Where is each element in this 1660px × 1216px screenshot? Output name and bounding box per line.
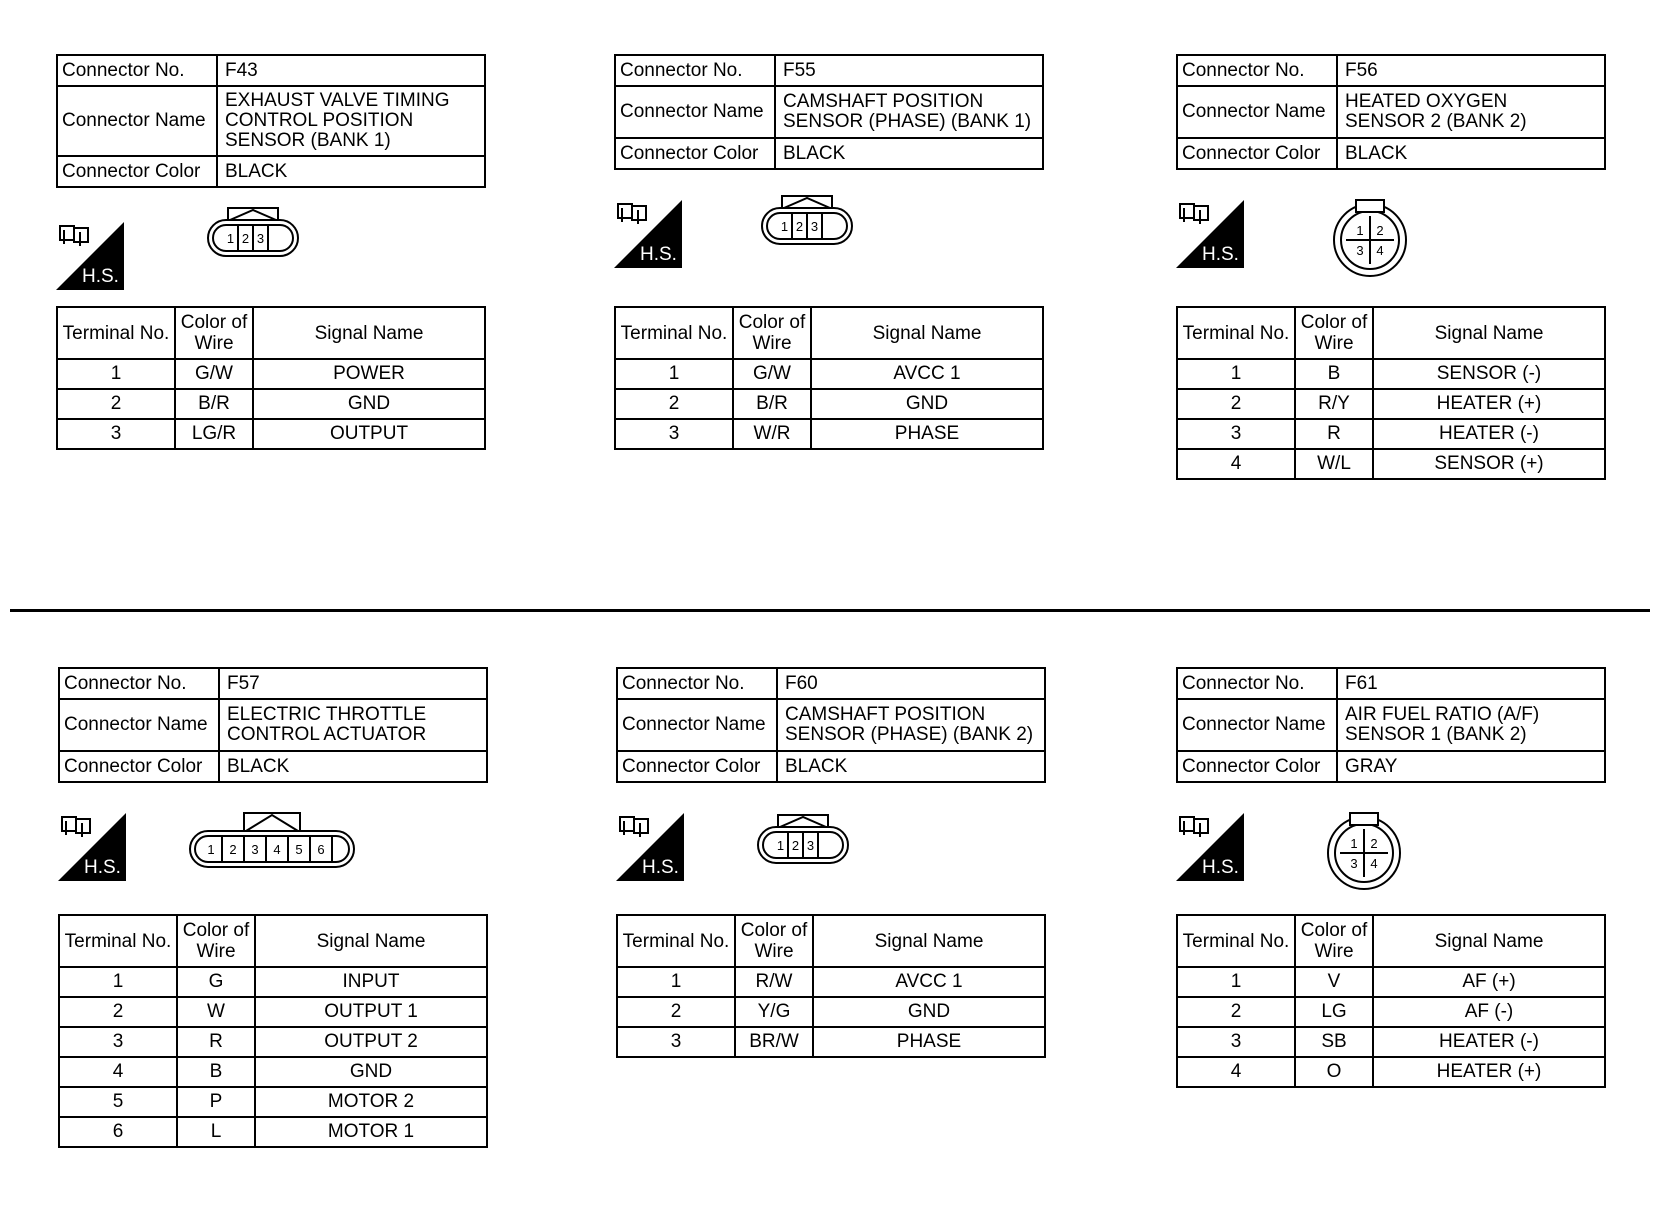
signal-name-cell: INPUT (255, 967, 487, 997)
signal-name-cell: PHASE (811, 419, 1043, 449)
connector-no-label: Connector No. (57, 55, 217, 86)
connector-name-label: Connector Name (1177, 86, 1337, 138)
table-row (615, 389, 1043, 419)
connector-color-label: Connector Color (1177, 751, 1337, 782)
connector-no-label: Connector No. (1177, 55, 1337, 86)
wire-color-cell: W (177, 997, 255, 1027)
connector-info-table (614, 54, 1044, 170)
wire-color-cell: W/R (733, 419, 811, 449)
wire-color-cell: G/W (733, 359, 811, 389)
signal-name-cell: HEATER (+) (1373, 389, 1605, 419)
connector-color-value: GRAY (1337, 751, 1605, 782)
connector-info-table (58, 667, 488, 783)
connector-face-3pin (756, 813, 856, 869)
harness-side-icon (1176, 813, 1244, 881)
terminal-no-cell: 2 (59, 997, 177, 1027)
connector-no-value: F61 (1337, 668, 1605, 699)
table-row (617, 1027, 1045, 1057)
signal-name-header: Signal Name (1373, 307, 1605, 359)
terminal-no-cell: 2 (617, 997, 735, 1027)
terminal-no-cell: 2 (1177, 389, 1295, 419)
section-divider (10, 609, 1650, 612)
connector-block-f55 (614, 54, 1044, 444)
pin-label: 2 (229, 842, 237, 857)
connector-no-value: F57 (219, 668, 487, 699)
pin-label: 3 (1350, 856, 1358, 871)
connector-name-label: Connector Name (1177, 699, 1337, 751)
signal-name-cell: OUTPUT 1 (255, 997, 487, 1027)
pin-label: 2 (795, 219, 804, 234)
connector-info-table (56, 54, 486, 188)
table-row (59, 1057, 487, 1087)
signal-name-header: Signal Name (1373, 915, 1605, 967)
signal-name-cell: AVCC 1 (811, 359, 1043, 389)
terminal-no-cell: 1 (1177, 359, 1295, 389)
harness-side-icon (1176, 200, 1244, 268)
terminal-no-cell: 1 (1177, 967, 1295, 997)
hs-label: H.S. (640, 244, 677, 265)
terminal-no-header: Terminal No. (59, 915, 177, 967)
terminal-table (1176, 914, 1606, 1088)
connector-info-table (1176, 667, 1606, 783)
connector-name-value: AIR FUEL RATIO (A/F) SENSOR 1 (BANK 2) (1337, 699, 1605, 751)
connector-block-f61 (1176, 667, 1606, 1082)
pin-label: 4 (273, 842, 281, 857)
terminal-no-cell: 1 (617, 967, 735, 997)
hs-label: H.S. (82, 266, 119, 287)
wire-color-cell: LG/R (175, 419, 253, 449)
table-row (1177, 419, 1605, 449)
terminal-no-cell: 5 (59, 1087, 177, 1117)
wire-color-cell: P (177, 1087, 255, 1117)
pin-label: 4 (1376, 243, 1384, 258)
connector-name-value: EXHAUST VALVE TIMING CONTROL POSITION SENSOR (BANK 1) (217, 86, 485, 156)
table-row (59, 997, 487, 1027)
connector-no-label: Connector No. (59, 668, 219, 699)
connector-name-label: Connector Name (57, 86, 217, 156)
hs-label: H.S. (1202, 244, 1239, 265)
table-row (59, 1087, 487, 1117)
terminal-no-cell: 4 (1177, 1057, 1295, 1087)
connector-name-label: Connector Name (59, 699, 219, 751)
wire-color-cell: G (177, 967, 255, 997)
signal-name-cell: AF (-) (1373, 997, 1605, 1027)
signal-name-cell: OUTPUT 2 (255, 1027, 487, 1057)
signal-name-cell: GND (253, 389, 485, 419)
pin-label: 5 (295, 842, 303, 857)
connector-info-table (1176, 54, 1606, 170)
terminal-table (614, 306, 1044, 450)
connector-color-label: Connector Color (617, 751, 777, 782)
hs-label: H.S. (642, 857, 679, 878)
connector-color-value: BLACK (219, 751, 487, 782)
pin-label: 2 (791, 838, 800, 853)
connector-no-value: F43 (217, 55, 485, 86)
signal-name-cell: GND (813, 997, 1045, 1027)
wire-color-cell: LG (1295, 997, 1373, 1027)
connector-face-6pin (188, 811, 358, 873)
harness-side-icon (58, 813, 126, 881)
terminal-no-cell: 4 (59, 1057, 177, 1087)
signal-name-header: Signal Name (813, 915, 1045, 967)
color-of-wire-header: Color of Wire (1295, 915, 1373, 967)
pin-label: 3 (256, 231, 265, 246)
wire-color-cell: V (1295, 967, 1373, 997)
pin-label: 1 (1350, 836, 1358, 851)
connector-no-label: Connector No. (1177, 668, 1337, 699)
signal-name-cell: SENSOR (+) (1373, 449, 1605, 479)
terminal-no-header: Terminal No. (1177, 307, 1295, 359)
connector-name-label: Connector Name (615, 86, 775, 138)
connector-name-value: ELECTRIC THROTTLE CONTROL ACTUATOR (219, 699, 487, 751)
pin-label: 3 (810, 219, 819, 234)
pin-label: 1 (207, 842, 215, 857)
table-row (57, 419, 485, 449)
pin-label: 1 (780, 219, 789, 234)
table-row (57, 359, 485, 389)
terminal-table (1176, 306, 1606, 480)
wire-color-cell: SB (1295, 1027, 1373, 1057)
wire-color-cell: B (1295, 359, 1373, 389)
table-row (59, 1027, 487, 1057)
connector-face-3pin (760, 194, 860, 250)
table-row (615, 359, 1043, 389)
terminal-no-cell: 6 (59, 1117, 177, 1147)
terminal-no-header: Terminal No. (57, 307, 175, 359)
signal-name-cell: GND (255, 1057, 487, 1087)
table-row (1177, 1027, 1605, 1057)
harness-side-icon (616, 813, 684, 881)
connector-color-label: Connector Color (59, 751, 219, 782)
pin-label: 1 (226, 231, 235, 246)
terminal-no-header: Terminal No. (617, 915, 735, 967)
signal-name-cell: POWER (253, 359, 485, 389)
table-row (1177, 967, 1605, 997)
table-row (1177, 1057, 1605, 1087)
signal-name-cell: HEATER (+) (1373, 1057, 1605, 1087)
signal-name-cell: GND (811, 389, 1043, 419)
connector-no-value: F56 (1337, 55, 1605, 86)
connector-block-f57 (58, 667, 488, 1142)
terminal-no-cell: 2 (615, 389, 733, 419)
signal-name-cell: SENSOR (-) (1373, 359, 1605, 389)
pin-label: 1 (1356, 223, 1364, 238)
connector-face-4pin-round (1330, 198, 1410, 278)
pin-label: 2 (241, 231, 250, 246)
table-row (59, 967, 487, 997)
terminal-no-cell: 2 (1177, 997, 1295, 1027)
terminal-no-cell: 4 (1177, 449, 1295, 479)
signal-name-cell: HEATER (-) (1373, 1027, 1605, 1057)
table-row (617, 967, 1045, 997)
connector-color-value: BLACK (775, 138, 1043, 169)
terminal-no-cell: 2 (57, 389, 175, 419)
signal-name-cell: HEATER (-) (1373, 419, 1605, 449)
terminal-no-cell: 3 (59, 1027, 177, 1057)
color-of-wire-header: Color of Wire (733, 307, 811, 359)
terminal-no-header: Terminal No. (1177, 915, 1295, 967)
connector-color-label: Connector Color (615, 138, 775, 169)
color-of-wire-header: Color of Wire (175, 307, 253, 359)
pin-label: 2 (1376, 223, 1384, 238)
terminal-no-header: Terminal No. (615, 307, 733, 359)
connector-color-value: BLACK (217, 156, 485, 187)
connector-color-label: Connector Color (1177, 138, 1337, 169)
table-row (57, 389, 485, 419)
connector-color-value: BLACK (1337, 138, 1605, 169)
table-row (617, 997, 1045, 1027)
signal-name-cell: MOTOR 1 (255, 1117, 487, 1147)
connector-no-label: Connector No. (617, 668, 777, 699)
connector-name-value: CAMSHAFT POSITION SENSOR (PHASE) (BANK 2) (777, 699, 1045, 751)
signal-name-cell: AF (+) (1373, 967, 1605, 997)
connector-name-value: CAMSHAFT POSITION SENSOR (PHASE) (BANK 1) (775, 86, 1043, 138)
terminal-table (56, 306, 486, 450)
harness-side-icon (56, 222, 124, 290)
wire-color-cell: O (1295, 1057, 1373, 1087)
signal-name-header: Signal Name (253, 307, 485, 359)
wire-color-cell: B (177, 1057, 255, 1087)
pin-label: 4 (1370, 856, 1378, 871)
terminal-table (616, 914, 1046, 1058)
pin-label: 6 (317, 842, 325, 857)
connector-name-label: Connector Name (617, 699, 777, 751)
pin-label: 3 (1356, 243, 1364, 258)
harness-side-icon (614, 200, 682, 268)
pin-label: 3 (251, 842, 259, 857)
terminal-no-cell: 3 (1177, 1027, 1295, 1057)
signal-name-cell: MOTOR 2 (255, 1087, 487, 1117)
wire-color-cell: Y/G (735, 997, 813, 1027)
connector-no-value: F60 (777, 668, 1045, 699)
table-row (1177, 449, 1605, 479)
pin-label: 3 (806, 838, 815, 853)
wire-color-cell: B/R (733, 389, 811, 419)
connector-color-value: BLACK (777, 751, 1045, 782)
wire-color-cell: R (177, 1027, 255, 1057)
terminal-no-cell: 3 (617, 1027, 735, 1057)
connector-name-value: HEATED OXYGEN SENSOR 2 (BANK 2) (1337, 86, 1605, 138)
wire-color-cell: R/W (735, 967, 813, 997)
signal-name-cell: PHASE (813, 1027, 1045, 1057)
color-of-wire-header: Color of Wire (1295, 307, 1373, 359)
terminal-table (58, 914, 488, 1148)
wire-color-cell: R (1295, 419, 1373, 449)
terminal-no-cell: 3 (57, 419, 175, 449)
connector-block-f60 (616, 667, 1046, 1052)
signal-name-header: Signal Name (811, 307, 1043, 359)
connector-face-4pin-round (1324, 811, 1404, 891)
connector-color-label: Connector Color (57, 156, 217, 187)
connector-no-label: Connector No. (615, 55, 775, 86)
table-row (1177, 997, 1605, 1027)
signal-name-cell: OUTPUT (253, 419, 485, 449)
connector-no-value: F55 (775, 55, 1043, 86)
wire-color-cell: W/L (1295, 449, 1373, 479)
wire-color-cell: B/R (175, 389, 253, 419)
pin-label: 2 (1370, 836, 1378, 851)
wire-color-cell: L (177, 1117, 255, 1147)
color-of-wire-header: Color of Wire (177, 915, 255, 967)
signal-name-header: Signal Name (255, 915, 487, 967)
connector-block-f56 (1176, 54, 1606, 474)
table-row (59, 1117, 487, 1147)
wire-color-cell: G/W (175, 359, 253, 389)
connector-info-table (616, 667, 1046, 783)
terminal-no-cell: 1 (57, 359, 175, 389)
wire-color-cell: BR/W (735, 1027, 813, 1057)
terminal-no-cell: 1 (615, 359, 733, 389)
table-row (1177, 359, 1605, 389)
terminal-no-cell: 3 (615, 419, 733, 449)
table-row (615, 419, 1043, 449)
pin-label: 1 (776, 838, 785, 853)
color-of-wire-header: Color of Wire (735, 915, 813, 967)
table-row (1177, 389, 1605, 419)
hs-label: H.S. (84, 857, 121, 878)
wire-color-cell: R/Y (1295, 389, 1373, 419)
connector-face-3pin (206, 206, 306, 262)
terminal-no-cell: 3 (1177, 419, 1295, 449)
signal-name-cell: AVCC 1 (813, 967, 1045, 997)
connector-block-f43 (56, 54, 486, 444)
hs-label: H.S. (1202, 857, 1239, 878)
terminal-no-cell: 1 (59, 967, 177, 997)
